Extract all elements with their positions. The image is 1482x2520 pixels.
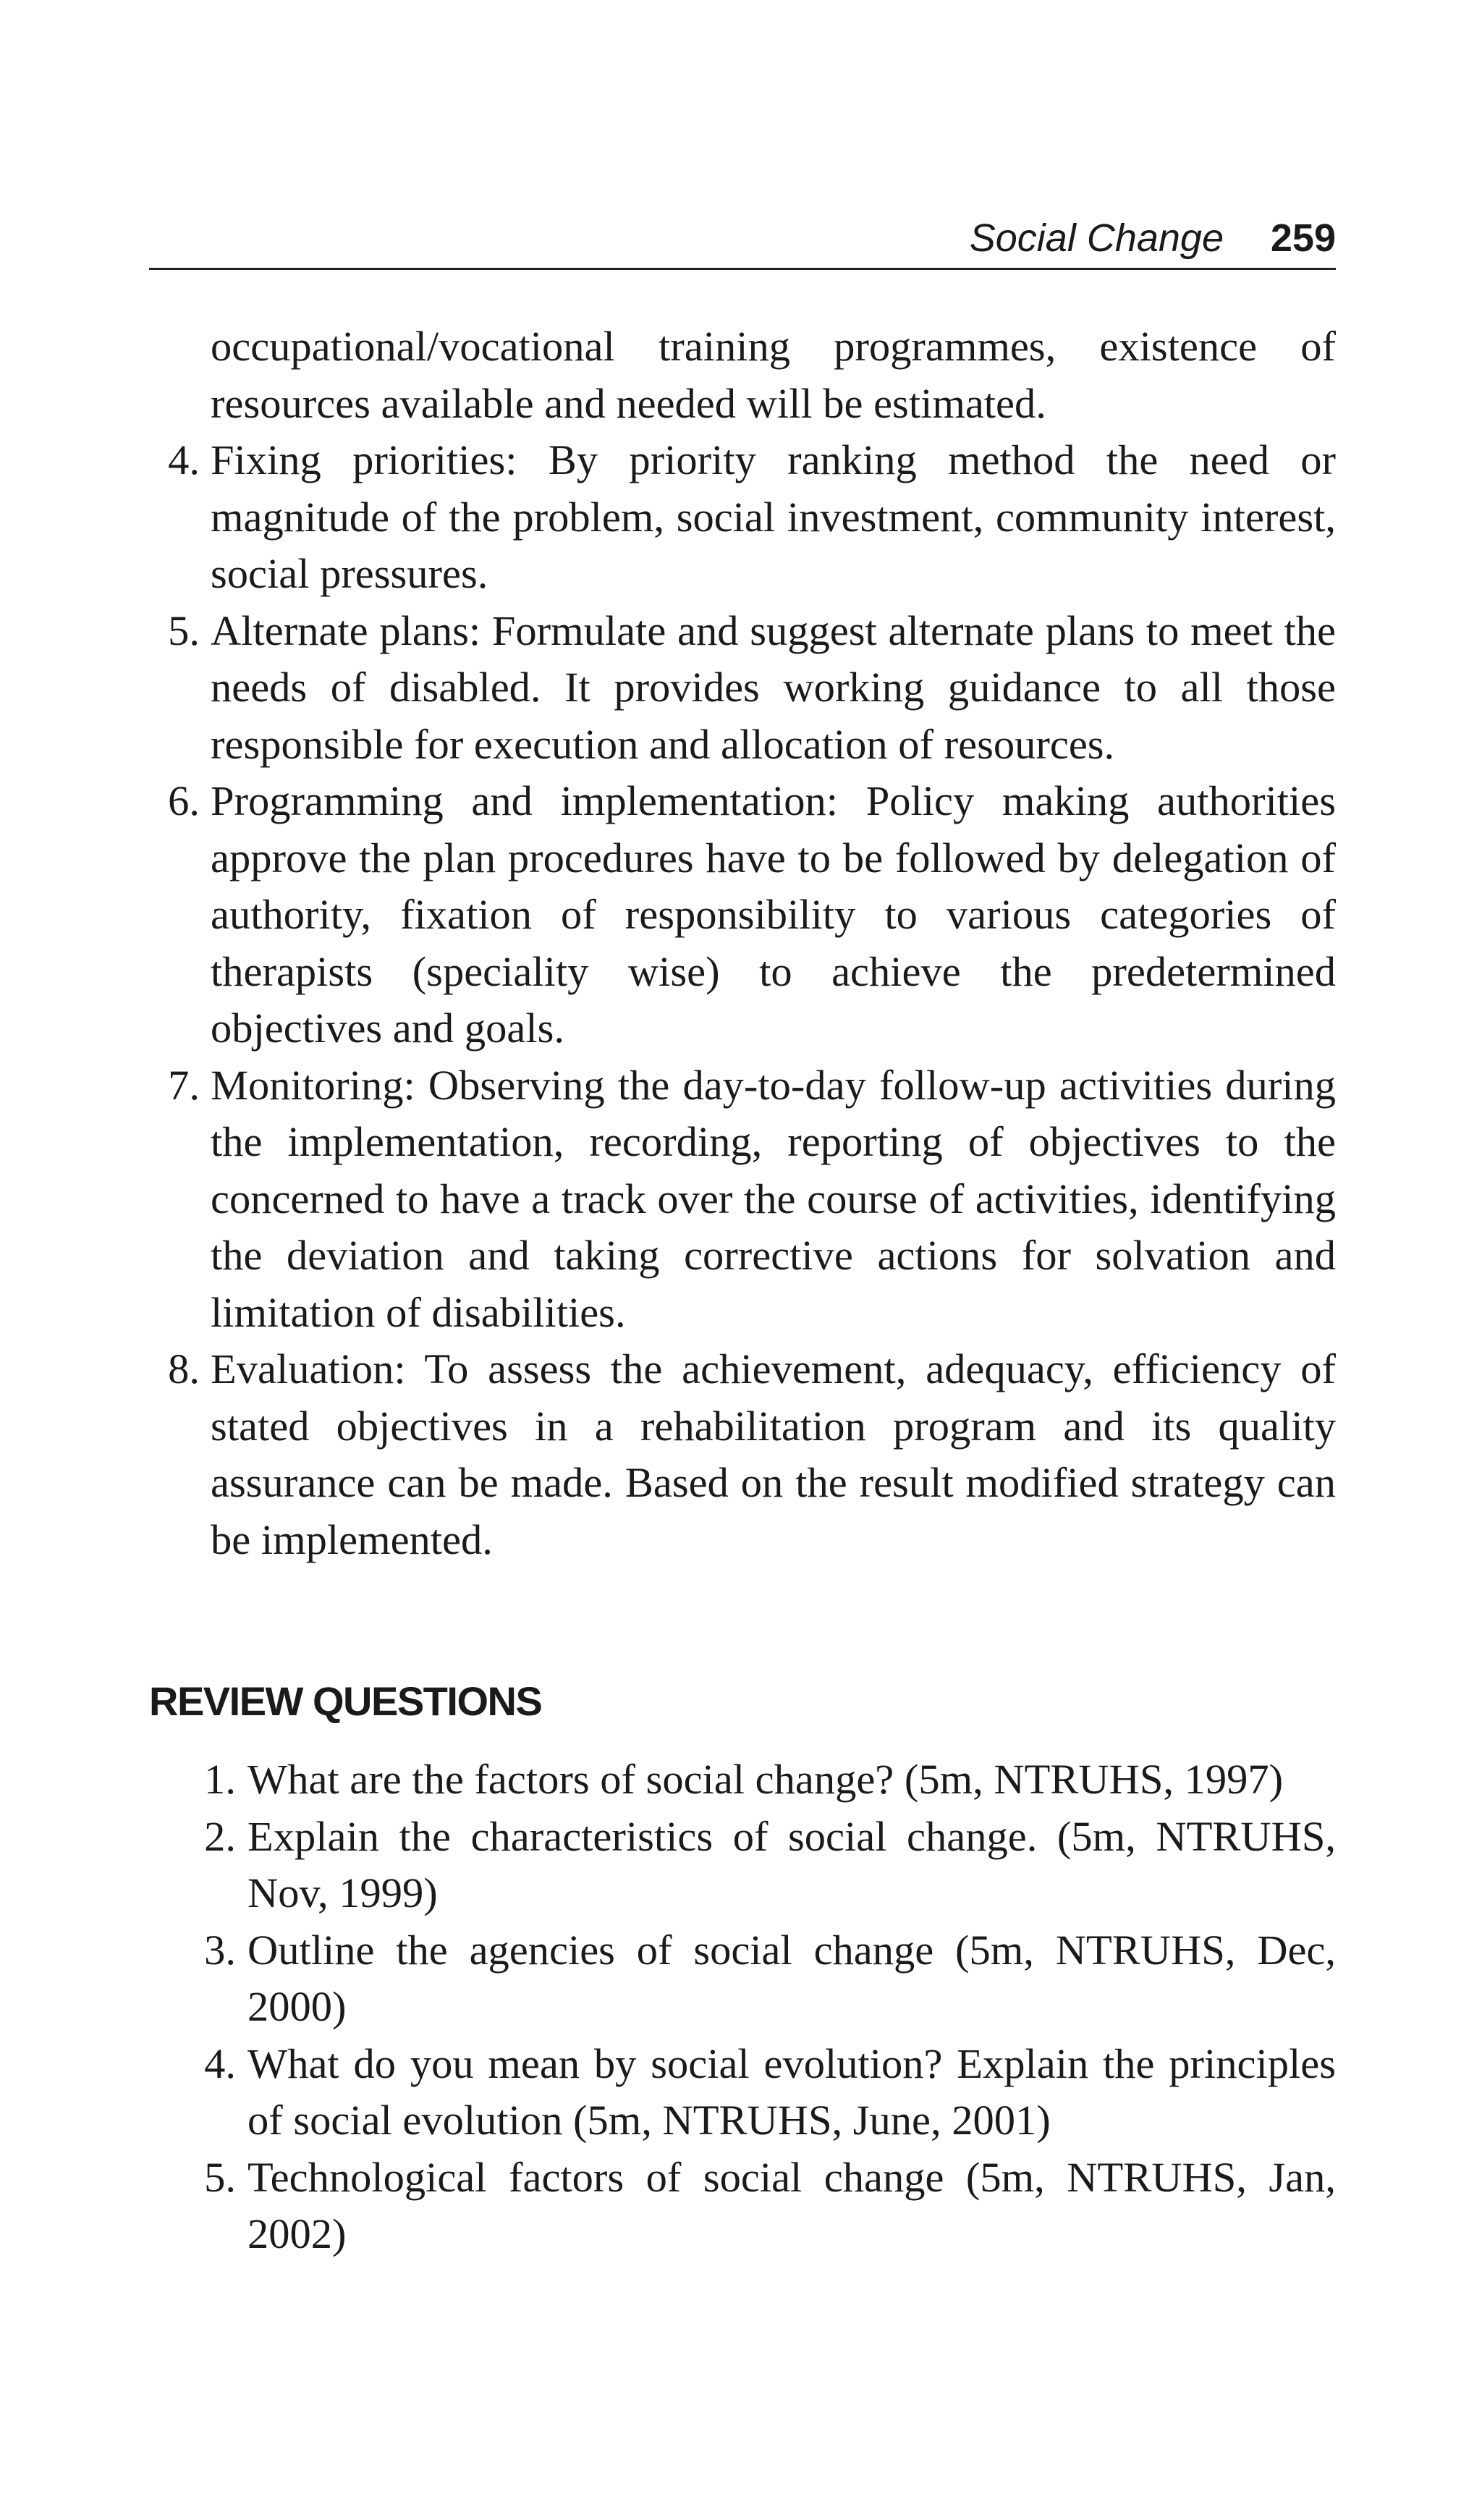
- list-item: [149, 1341, 1336, 1568]
- review-questions: [149, 1751, 1336, 2263]
- question-text: What do you mean by social evolution? Explain the principles of social evolution (5m, NTRUHS, June, 2001): [247, 2039, 1336, 2144]
- list-text: Monitoring: Observing the day-to-day follow-up activities during the implementation, recording, reporting of objectives to the concerned to have a track over the course of activities, identifying the deviation and taking corrective actions for solvation and limitation of disabilities.: [211, 1061, 1336, 1336]
- list-item: [149, 1057, 1336, 1342]
- question-number: 1.: [204, 1756, 236, 1803]
- planning-steps-list: [149, 432, 1336, 1568]
- list-item: [149, 773, 1336, 1057]
- page-number: 259: [1270, 216, 1336, 260]
- question-item: [149, 1922, 1336, 2036]
- question-item: [149, 1809, 1336, 1922]
- question-item: [149, 1751, 1336, 1809]
- question-number: 4.: [204, 2039, 236, 2087]
- list-number: 4.: [168, 436, 200, 483]
- question-text: What are the factors of social change? (5m, NTRUHS, 1997): [247, 1756, 1284, 1803]
- list-text: Alternate plans: Formulate and suggest alternate plans to meet the needs of disabled. It provides working guidance to all those responsible for execution and allocation of resources.: [211, 606, 1336, 768]
- list-number: 6.: [168, 777, 200, 824]
- list-number: 5.: [168, 606, 200, 654]
- list-number: 7.: [168, 1061, 200, 1109]
- running-header: [149, 210, 1336, 270]
- continuation-paragraph: occupational/vocational training programmes, existence of resources available and needed will be estimated.: [211, 323, 1336, 427]
- question-item: [149, 2149, 1336, 2263]
- question-text: Explain the characteristics of social change. (5m, NTRUHS, Nov, 1999): [247, 1812, 1336, 1916]
- question-item: [149, 2036, 1336, 2149]
- review-questions-list: [149, 1751, 1336, 2263]
- list-text: Programming and implementation: Policy making authorities approve the plan procedures have to be followed by delegation of authority, fixation of responsibility to various categories of therapists (speciality wise) to achieve the predetermined objectives and goals.: [211, 777, 1336, 1052]
- chapter-title: Social Change: [969, 216, 1224, 260]
- question-number: 5.: [204, 2153, 236, 2201]
- question-number: 3.: [204, 1926, 236, 1974]
- list-text: Evaluation: To assess the achievement, adequacy, efficiency of stated objectives in a rehabilitation program and its quality assurance can be made. Based on the result modified strategy can be implemented.: [211, 1345, 1336, 1563]
- question-text: Outline the agencies of social change (5m, NTRUHS, Dec, 2000): [247, 1926, 1336, 2030]
- list-item: [149, 603, 1336, 774]
- list-text: Fixing priorities: By priority ranking method the need or magnitude of the problem, social investment, community interest, social pressures.: [211, 436, 1336, 597]
- question-text: Technological factors of social change (5m, NTRUHS, Jan, 2002): [247, 2153, 1336, 2257]
- section-heading: REVIEW QUESTIONS: [149, 1678, 542, 1724]
- list-number: 8.: [168, 1345, 200, 1392]
- question-number: 2.: [204, 1812, 236, 1860]
- main-text: [149, 318, 1336, 1568]
- list-item: [149, 432, 1336, 603]
